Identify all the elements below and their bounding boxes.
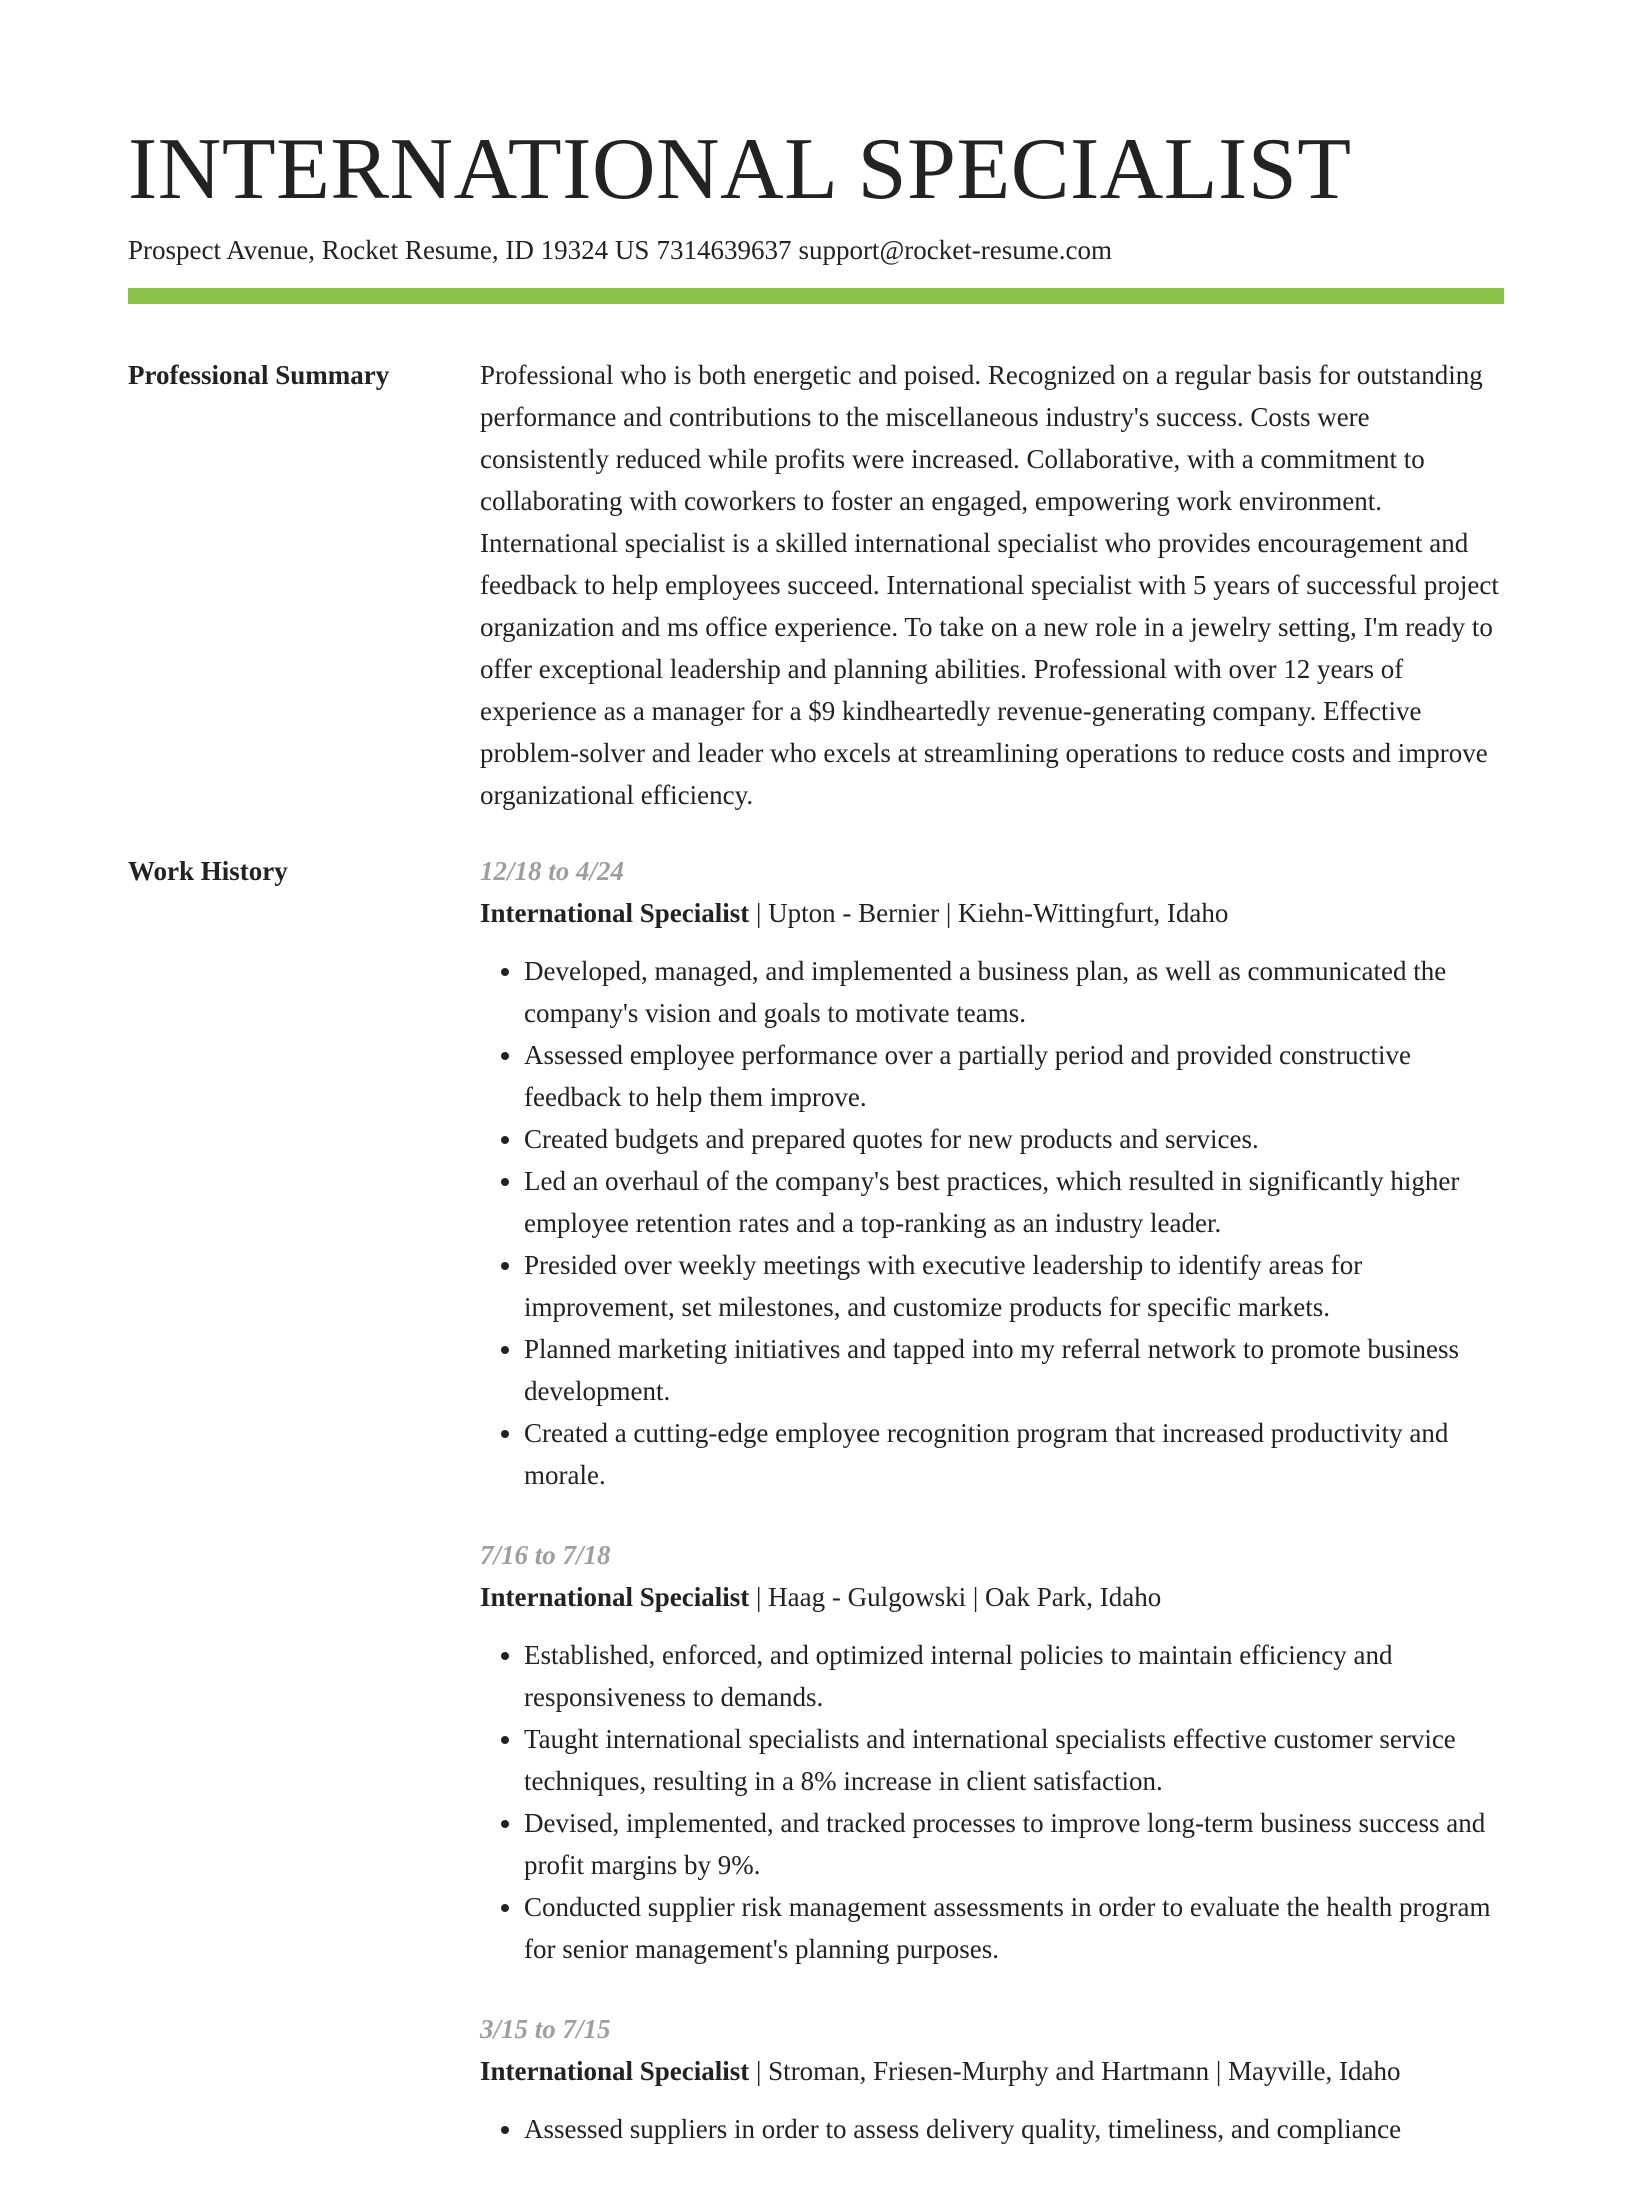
job-bullet: • Led an overhaul of the company's best practices, which resulted in significantly higher employee retention rates and a top-ranking as an industry leader. <box>524 1160 1504 1244</box>
summary-text: Professional who is both energetic and poised. Recognized on a regular basis for outstanding performance and contributions to the miscellaneous industry's success. Costs were consistently reduced while profits were increased. Collaborative, with a commitment to collaborating with coworkers to foster an engaged, empowering work environment. International specialist is a skilled international specialist who provides encouragement and feedback to help employees succeed. International specialist with 5 years of successful project organization and ms office experience. To take on a new role in a jewelry setting, I'm ready to offer exceptional leadership and planning abilities. Professional with over 12 years of experience as a manager for a $9 kindheartedly revenue-generating company. Effective problem-solver and leader who excels at streamlining operations to reduce costs and improve organizational efficiency. <box>480 360 1499 810</box>
candidate-name: INTERNATIONAL SPECIALIST <box>128 121 1352 218</box>
job-bullet: • Developed, managed, and implemented a business plan, as well as communicated the company's vision and goals to motivate teams. <box>524 950 1504 1034</box>
job-dates: 7/16 to 7/18 <box>480 1540 611 1570</box>
job-dates: 12/18 to 4/24 <box>480 856 625 886</box>
summary-body <box>480 354 1504 816</box>
job-title: International Specialist <box>480 1582 750 1612</box>
job-bullet: • Created budgets and prepared quotes for new products and services. <box>524 1118 1504 1160</box>
job-bullet: • Established, enforced, and optimized internal policies to maintain efficiency and responsiveness to demands. <box>524 1634 1504 1718</box>
job-title-line <box>480 892 1504 934</box>
job-bullet: • Created a cutting-edge employee recognition program that increased productivity and morale. <box>524 1412 1504 1496</box>
job-title: International Specialist <box>480 2056 750 2086</box>
job-bullet: • Taught international specialists and international specialists effective customer service techniques, resulting in a 8% increase in client satisfaction. <box>524 1718 1504 1802</box>
job-employer-location: | Haag - Gulgowski | Oak Park, Idaho <box>749 1582 1162 1612</box>
section-label-work-history: Work History <box>128 856 288 886</box>
work-history-section <box>128 850 1504 2188</box>
job-entry <box>480 850 1504 1496</box>
job-bullet-list <box>480 1634 1504 1970</box>
job-title: International Specialist <box>480 898 750 928</box>
section-label-summary: Professional Summary <box>128 360 390 390</box>
job-bullet-list <box>480 2108 1504 2150</box>
job-title-line <box>480 2050 1504 2092</box>
job-title-line <box>480 1576 1504 1618</box>
job-bullet: • Planned marketing initiatives and tapped into my referral network to promote business development. <box>524 1328 1504 1412</box>
job-dates: 3/15 to 7/15 <box>480 2014 611 2044</box>
job-employer-location: | Upton - Bernier | Kiehn-Wittingfurt, Idaho <box>749 898 1229 928</box>
job-employer-location: | Stroman, Friesen-Murphy and Hartmann | Mayville, Idaho <box>749 2056 1401 2086</box>
contact-line <box>128 232 1504 268</box>
contact-phone: 7314639637 <box>656 235 792 265</box>
job-entry <box>480 2008 1504 2150</box>
resume-page <box>128 118 1504 2188</box>
job-bullet: • Conducted supplier risk management assessments in order to evaluate the health program for senior management's planning purposes. <box>524 1886 1504 1970</box>
job-bullet: • Presided over weekly meetings with executive leadership to identify areas for improvement, set milestones, and customize products for specific markets. <box>524 1244 1504 1328</box>
contact-email: support@rocket-resume.com <box>798 235 1112 265</box>
summary-section <box>128 354 1504 816</box>
job-entry <box>480 1534 1504 1970</box>
header-divider <box>128 288 1504 304</box>
job-bullet: • Assessed suppliers in order to assess delivery quality, timeliness, and compliance <box>524 2108 1504 2150</box>
work-history-list <box>480 850 1504 2188</box>
job-bullet: • Devised, implemented, and tracked processes to improve long-term business success and profit margins by 9%. <box>524 1802 1504 1886</box>
contact-address: Prospect Avenue, Rocket Resume, ID 19324 US <box>128 235 650 265</box>
job-bullet-list <box>480 950 1504 1496</box>
job-bullet: • Assessed employee performance over a partially period and provided constructive feedback to help them improve. <box>524 1034 1504 1118</box>
